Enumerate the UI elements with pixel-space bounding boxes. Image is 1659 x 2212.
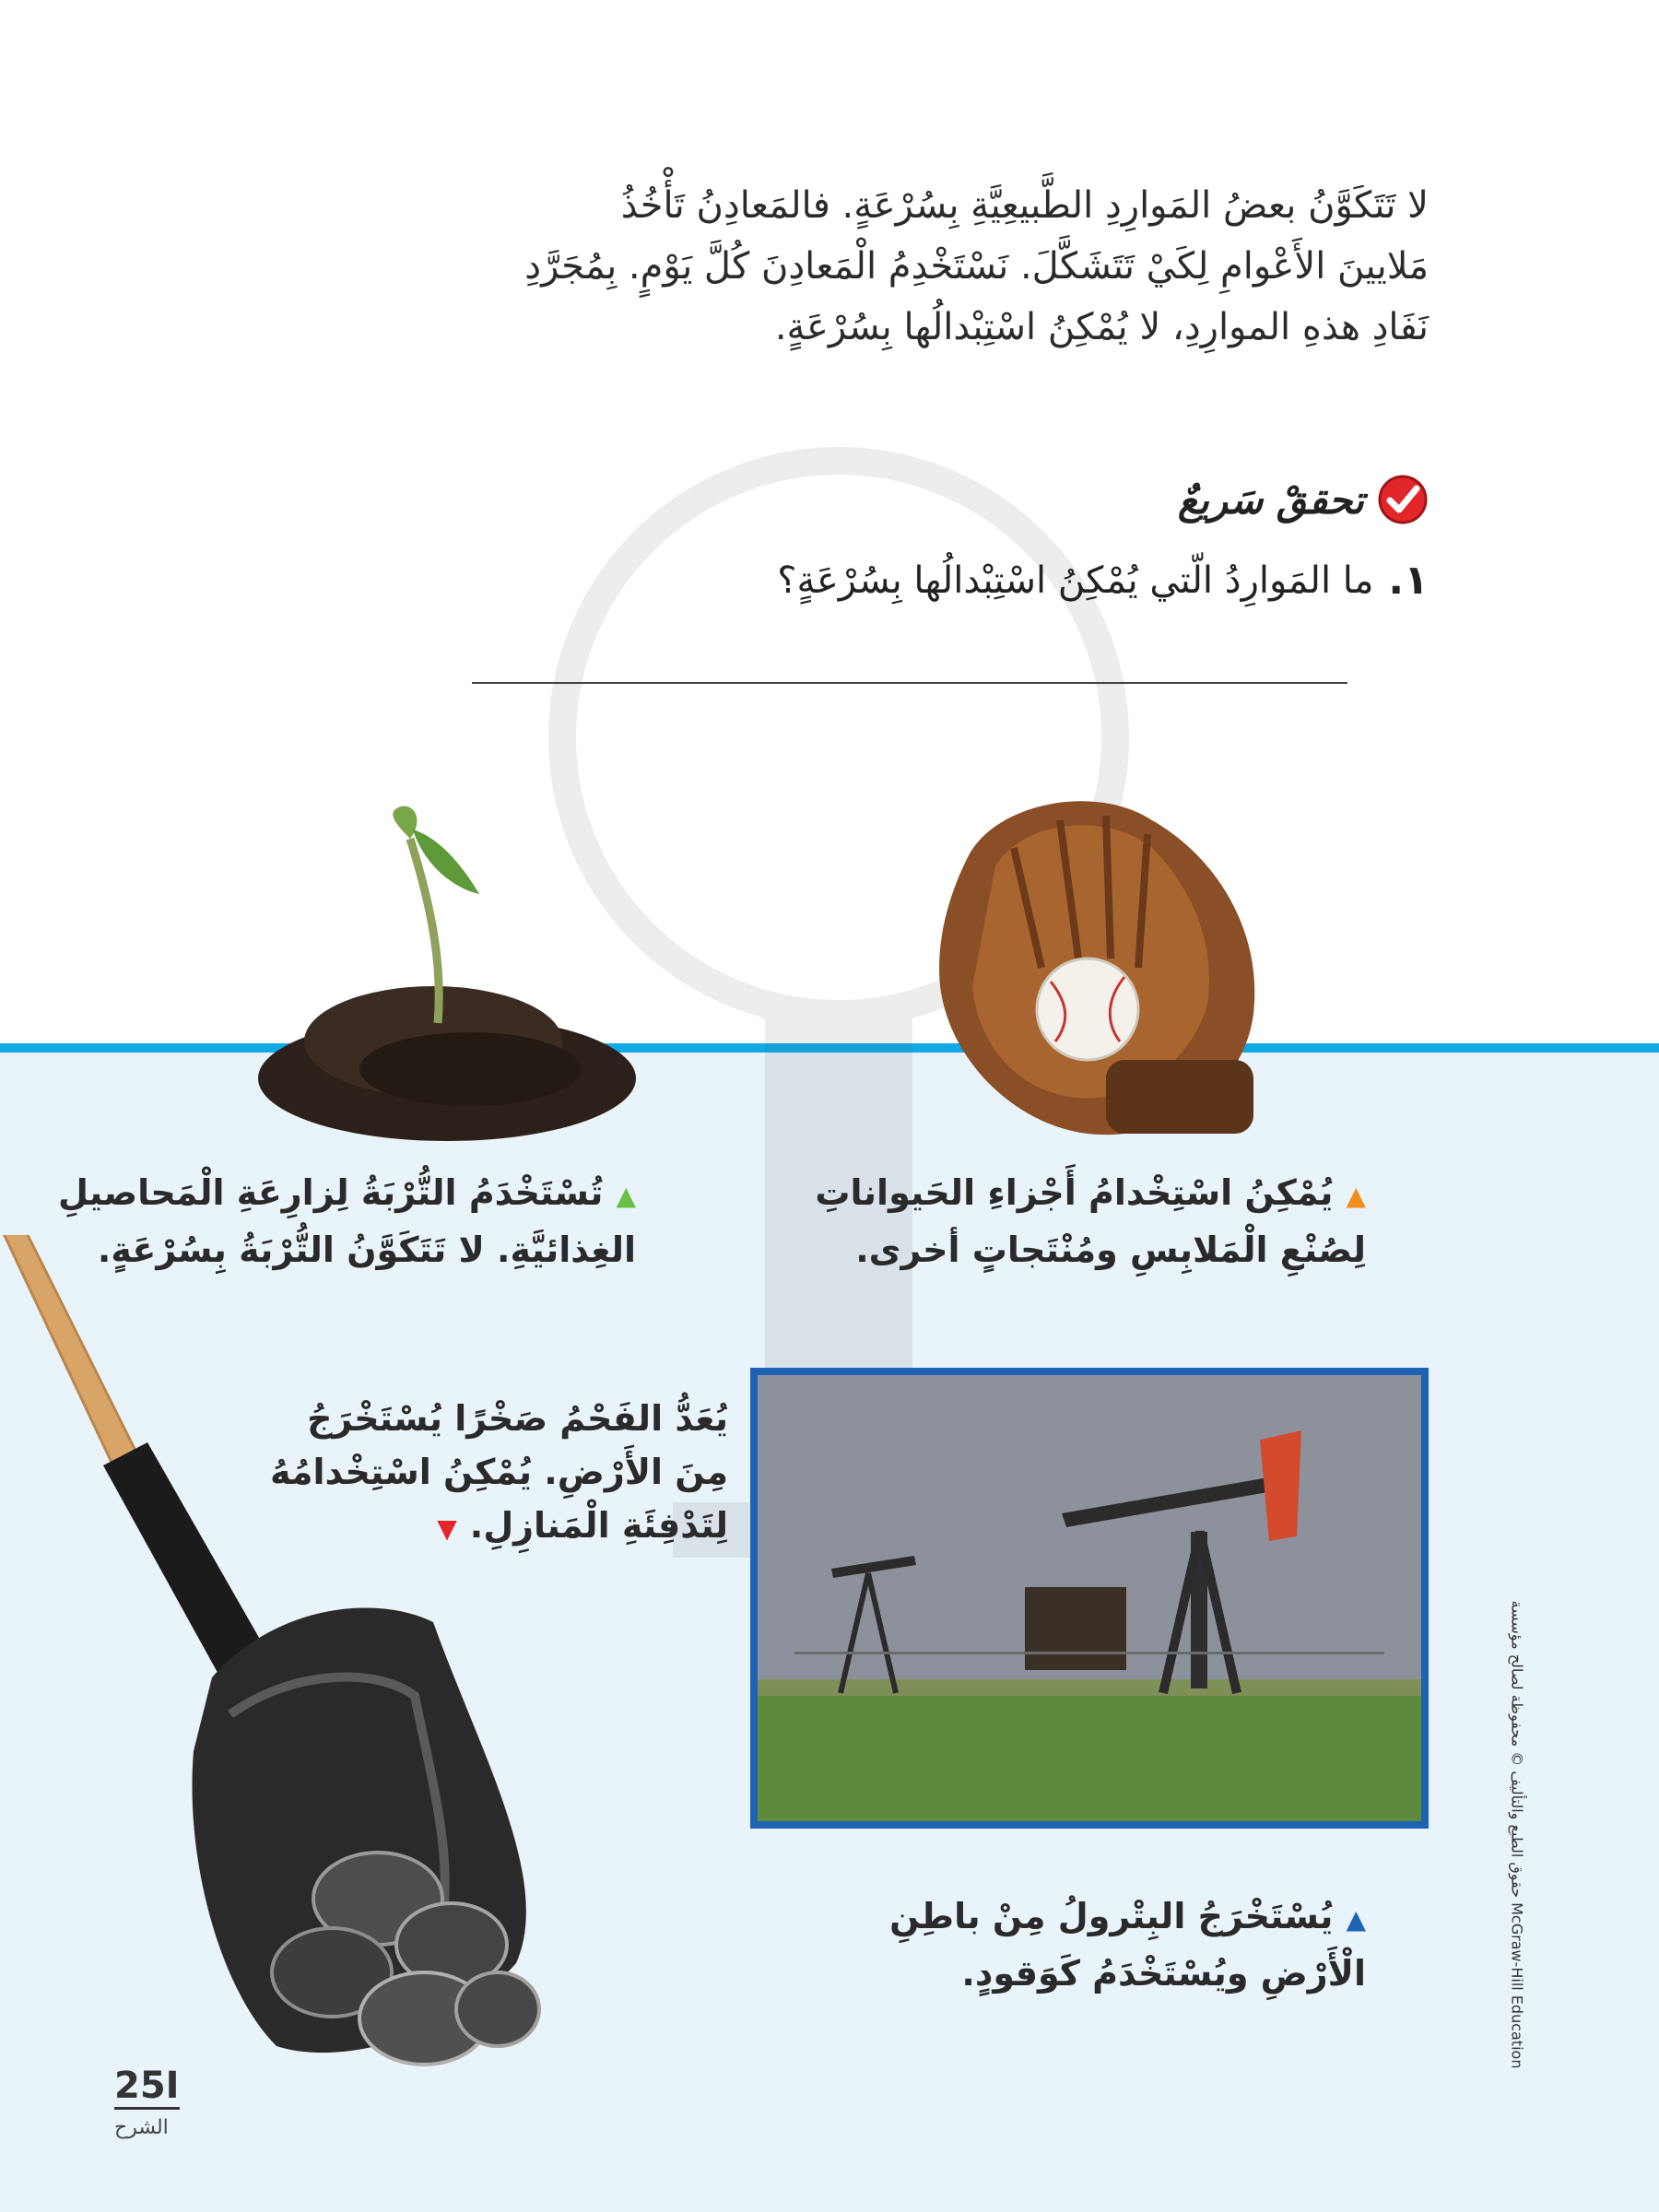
caption-line: يُمْكِنُ اسْتِخْدامُ أَجْزاءِ الحَيواناتِ (815, 1172, 1334, 1213)
intro-line: نَفَادِ هذهِ الموارِدِ، لا يُمْكِنُ اسْتِبْدالُها بِسُرْعَةٍ. (774, 306, 1429, 348)
caption-line: يُسْتَخْرَجُ البِتْرولُ مِنْ باطِنِ (889, 1896, 1334, 1936)
quick-check-header (1178, 472, 1429, 527)
seedling-soil-image (249, 793, 645, 1143)
blue-triangle-marker-icon: ▲ (1346, 1904, 1366, 1935)
page-number: 25I (114, 2065, 180, 2110)
caption-line: الْأَرْضِ ويُسْتَخْدَمُ كَوَقودٍ. (961, 1953, 1366, 1994)
copyright-credit (1499, 1585, 1535, 2083)
oil-pump-jack-image (758, 1375, 1421, 1821)
red-triangle-marker-icon: ▼ (437, 1513, 457, 1544)
caption-line: لِصُنْعِ الْمَلابِسِ ومُنْتَجاتٍ أخرى. (855, 1230, 1366, 1270)
caption-line: الغِذائيَّةِ. لا تَتَكَوَّنُ التُّرْبَةُ بِسُرْعَةٍ. (97, 1230, 636, 1270)
intro-line: لا تَتَكَوَّنُ بعضُ المَوارِدِ الطَّبيعِيَّةِ بِسُرْعَةٍ. فالمَعادِنُ تَأْخُذُ (620, 184, 1429, 227)
caption-coal (212, 1392, 728, 1556)
intro-line: مَلايينَ الأَعْوامِ لِكَيْ تَتَشَكَّلَ. نَسْتَخْدِمُ الْمَعادِنَ كُلَّ يَوْمٍ. بِمُجَرَّدِ (524, 245, 1429, 288)
question-number: ١. (1388, 557, 1429, 604)
green-triangle-marker-icon: ▲ (616, 1181, 636, 1211)
caption-animal-parts (721, 1166, 1366, 1277)
caption-line: مِنَ الأَرْضِ. يُمْكِنُ اسْتِخْدامُهُ (269, 1452, 728, 1492)
caption-line: لِتَدْفِئَةِ الْمَنازِلِ. (469, 1505, 728, 1546)
shovel-with-coal-image (0, 1235, 700, 2083)
caption-line: يُعَدُّ الفَحْمُ صَخْرًا يُسْتَخْرَجُ (307, 1398, 728, 1439)
oil-pump-photo (750, 1368, 1429, 1829)
intro-paragraph (461, 175, 1429, 358)
answer-line[interactable] (472, 682, 1347, 684)
baseball-glove-image (912, 783, 1281, 1152)
caption-line: تُسْتَخْدَمُ التُّرْبَةُ لِزارِعَةِ الْمَحاصيلِ (57, 1172, 604, 1213)
quick-check-title: تحققْ سَريعٌ (1177, 477, 1364, 523)
page-section-label: الشرح (114, 2116, 169, 2139)
question-text: ما المَوارِدُ الّتي يُمْكِنُ اسْتِبْدالُها بِسُرْعَةٍ؟ (777, 559, 1374, 602)
quick-check-question (599, 553, 1429, 608)
copyright-text: حقوق الطبع والتأليف © محفوظة لصالح مؤسسة McGraw-Hill Education (1508, 1600, 1526, 2068)
orange-triangle-marker-icon: ▲ (1346, 1181, 1366, 1211)
check-mark-icon (1377, 474, 1429, 525)
caption-oil (850, 1889, 1366, 2000)
